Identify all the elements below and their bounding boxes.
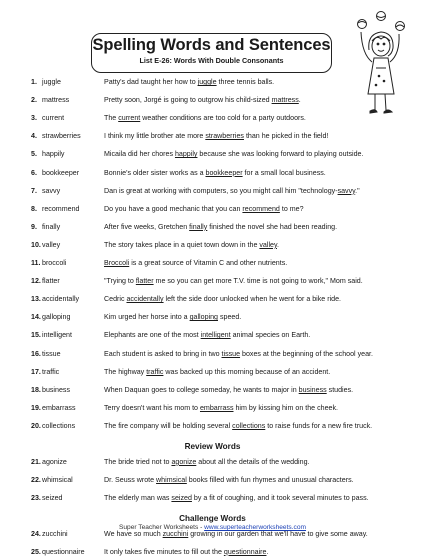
word-row — [0, 147, 425, 161]
spelling-word: juggle — [42, 78, 61, 86]
example-sentence — [104, 473, 354, 487]
sentence-start: Dan is great at working with computers, so you might call him "technology- — [104, 186, 338, 195]
title-box — [91, 33, 332, 73]
spelling-word: strawberries — [42, 132, 81, 141]
example-sentence — [104, 184, 360, 198]
spelling-word: collections — [42, 421, 76, 430]
spelling-word: whimsical — [42, 475, 73, 484]
word-row — [0, 274, 425, 288]
example-sentence — [104, 545, 268, 559]
underlined-word: juggle — [197, 78, 217, 86]
sentence-end: animal species on Earth. — [230, 331, 311, 340]
item-number: 20. — [31, 421, 41, 430]
word-row — [0, 75, 425, 89]
example-sentence — [104, 401, 338, 415]
sentence-end: about all the details of the wedding. — [196, 457, 310, 466]
sentence-end: left the side door unlocked when he went for a bike ride. — [163, 295, 342, 304]
example-sentence — [104, 310, 241, 324]
spelling-word: business — [42, 385, 70, 394]
sentence-start: The highway — [104, 367, 147, 376]
sentence-start: When Daquan goes to college someday, he wants to major in — [104, 385, 299, 394]
item-number: 21. — [31, 457, 41, 466]
word-row — [0, 256, 425, 270]
sentence-end: was backed up this morning because of an accident. — [163, 367, 331, 376]
word-row — [0, 310, 425, 324]
underlined-word: traffic — [146, 367, 164, 376]
item-number: 23. — [31, 493, 41, 502]
spelling-word: tissue — [42, 349, 61, 358]
sentence-end: boxes at the beginning of the school year. — [240, 349, 373, 358]
underlined-word: embarrass — [199, 403, 234, 412]
sentence-start: The elderly man was — [104, 493, 172, 502]
word-row — [0, 93, 425, 107]
sentence-end: him by kissing him on the cheek. — [233, 403, 338, 412]
sentence-start: The bride tried not to — [104, 457, 172, 466]
underlined-word: questionnaire — [223, 547, 267, 556]
spelling-word: agonize — [42, 457, 67, 466]
spelling-word: bookkeeper — [42, 168, 80, 177]
example-sentence — [104, 292, 341, 306]
word-row — [0, 365, 425, 379]
sentence-start: "Trying to — [104, 277, 136, 286]
item-number: 19. — [31, 403, 41, 412]
spelling-word: finally — [42, 222, 61, 231]
sentence-start: The fire company will be holding several — [104, 421, 233, 430]
underlined-word: finally — [189, 222, 208, 231]
sentence-start: Dr. Seuss wrote — [104, 475, 157, 484]
example-sentence — [104, 455, 309, 469]
page-subtitle: List E-26: Words With Double Consonants — [139, 56, 284, 65]
spelling-word: mattress — [42, 96, 70, 105]
sentence-start: Pretty soon, Jorgé is going to outgrow his child-sized — [104, 96, 272, 105]
item-number: 13. — [31, 295, 41, 304]
example-sentence — [104, 274, 363, 288]
item-number: 3. — [31, 114, 37, 123]
word-row — [0, 166, 425, 180]
sentence-start: Bonnie's older sister works as a — [104, 168, 206, 177]
underlined-word: recommend — [242, 204, 280, 213]
spelling-word: seized — [42, 493, 63, 502]
item-number: 14. — [31, 313, 41, 322]
spelling-word: broccoli — [42, 259, 67, 267]
footer-text: Super Teacher Worksheets - — [118, 524, 205, 531]
item-number: 9. — [31, 222, 37, 231]
sentence-end: . — [298, 96, 301, 105]
underlined-word: strawberries — [205, 132, 244, 141]
word-row — [0, 184, 425, 198]
item-number: 24. — [31, 529, 41, 538]
word-row — [0, 111, 425, 125]
underlined-word: tissue — [221, 349, 241, 358]
spelling-word: galloping — [42, 313, 71, 322]
item-number: 17. — [31, 367, 41, 376]
sentence-start: We have so much — [104, 529, 163, 538]
footer-link[interactable]: www.superteacherworksheets.com — [204, 524, 307, 531]
example-sentence — [104, 129, 328, 143]
sentence-start: Do you have a good mechanic that you can — [104, 204, 243, 213]
sentence-start: Each student is asked to bring in two — [104, 349, 222, 358]
example-sentence — [104, 419, 372, 433]
footer — [0, 523, 425, 533]
sentence-end: than he picked in the field! — [243, 132, 329, 141]
spelling-word: embarrass — [42, 403, 76, 412]
item-number: 15. — [31, 331, 41, 340]
spelling-word: traffic — [42, 367, 60, 376]
item-number: 4. — [31, 132, 37, 141]
sentence-end: because she was looking forward to playing outside. — [197, 150, 364, 159]
item-number: 2. — [31, 96, 37, 105]
word-row — [0, 401, 425, 415]
item-number: 16. — [31, 349, 41, 358]
example-sentence — [104, 328, 310, 342]
sentence-end: to raise funds for a new fire truck. — [265, 421, 373, 430]
sentence-end: to me? — [279, 204, 304, 213]
underlined-word: collections — [232, 421, 266, 430]
example-sentence — [104, 238, 279, 252]
example-sentence — [104, 491, 369, 505]
item-number: 1. — [31, 78, 37, 86]
item-number: 5. — [31, 150, 37, 159]
underlined-word: whimsical — [156, 475, 187, 484]
item-number: 18. — [31, 385, 41, 394]
word-row — [0, 292, 425, 306]
item-number: 7. — [31, 186, 37, 195]
word-row — [0, 238, 425, 252]
example-sentence — [104, 93, 301, 107]
underlined-word: agonize — [171, 457, 197, 466]
item-number: 11. — [31, 259, 41, 267]
sentence-end: me so you can get more T.V. time is not going to work," Mom said. — [153, 277, 363, 286]
word-row — [0, 383, 425, 397]
word-row — [0, 491, 425, 505]
sentence-end: by a fit of coughing, and it took several minutes to pass. — [191, 493, 369, 502]
example-sentence — [104, 256, 287, 270]
example-sentence — [104, 111, 306, 125]
example-sentence — [104, 147, 363, 161]
sentence-end: ." — [355, 186, 360, 195]
item-number: 10. — [31, 240, 41, 249]
sentence-end: for a small local business. — [242, 168, 326, 177]
underlined-word: business — [298, 385, 327, 394]
sentence-start: Elephants are one of the most — [104, 331, 201, 340]
word-row — [0, 328, 425, 342]
underlined-word: bookkeeper — [205, 168, 243, 177]
word-row — [0, 202, 425, 216]
word-row — [0, 545, 425, 559]
item-number: 25. — [31, 547, 41, 556]
sentence-start: Patty's dad taught her how to — [104, 78, 198, 86]
sentence-end: finished the novel she had been reading. — [207, 222, 338, 231]
sentence-end: . — [266, 547, 269, 556]
underlined-word: flatter — [135, 277, 154, 286]
example-sentence — [104, 166, 326, 180]
sentence-end: three tennis balls. — [216, 78, 275, 86]
underlined-word: current — [118, 114, 141, 123]
word-row — [0, 473, 425, 487]
word-row — [0, 455, 425, 469]
sentence-start: It only takes five minutes to fill out the — [104, 547, 224, 556]
challenge-words-heading: Challenge Words — [179, 513, 246, 523]
spelling-word: valley — [42, 240, 61, 249]
spelling-word: recommend — [42, 204, 80, 213]
underlined-word: zucchini — [162, 529, 189, 538]
word-row — [0, 220, 425, 234]
sentence-start: After five weeks, Gretchen — [104, 222, 190, 231]
underlined-word: seized — [171, 493, 192, 502]
sentence-start: Kim urged her horse into a — [104, 313, 190, 322]
underlined-word: Broccoli — [104, 259, 130, 267]
sentence-end: growing in our garden that we'll have to give some away. — [188, 529, 368, 538]
sentence-start: The — [104, 114, 119, 123]
item-number: 22. — [31, 475, 41, 484]
sentence-end: . — [276, 240, 279, 249]
page-title: Spelling Words and Sentences — [92, 36, 331, 54]
example-sentence — [104, 383, 353, 397]
sentence-start: I think my little brother ate more — [104, 132, 206, 141]
spelling-word: current — [42, 114, 65, 123]
spelling-word: flatter — [42, 277, 60, 286]
spelling-word: zucchini — [42, 529, 68, 538]
word-row — [0, 419, 425, 433]
underlined-word: happily — [174, 150, 198, 159]
sentence-end: studies. — [326, 385, 354, 394]
sentence-start: Terry doesn't want his mom to — [104, 403, 200, 412]
underlined-word: intelligent — [200, 331, 231, 340]
underlined-word: valley — [259, 240, 277, 249]
sentence-end: is a great source of Vitamin C and other nutrients. — [129, 259, 288, 267]
item-number: 6. — [31, 168, 37, 177]
underlined-word: savvy — [337, 186, 356, 195]
item-number: 8. — [31, 204, 37, 213]
sentence-start: Micaila did her chores — [104, 150, 175, 159]
word-row — [0, 129, 425, 143]
spelling-word: happily — [42, 150, 65, 159]
item-number: 12. — [31, 277, 41, 286]
word-row — [0, 347, 425, 361]
sentence-end: weather conditions are too cold for a party outdoors. — [140, 114, 306, 123]
sentence-start: The story takes place in a quiet town down in the — [104, 240, 260, 249]
review-words-heading: Review Words — [184, 441, 241, 451]
example-sentence — [104, 220, 337, 234]
underlined-word: accidentally — [126, 295, 164, 304]
spelling-word: intelligent — [42, 331, 72, 340]
underlined-word: galloping — [189, 313, 218, 322]
sentence-end: books filled with fun rhymes and unusual characters. — [186, 475, 354, 484]
example-sentence — [104, 202, 304, 216]
sentence-start: Cedric — [104, 295, 127, 304]
spelling-word: questionnaire — [42, 547, 85, 556]
example-sentence — [104, 347, 373, 361]
example-sentence — [104, 365, 330, 379]
sentence-end: speed. — [217, 313, 242, 322]
spelling-word: savvy — [42, 186, 61, 195]
spelling-word: accidentally — [42, 295, 80, 304]
underlined-word: mattress — [271, 96, 299, 105]
example-sentence — [104, 75, 274, 89]
